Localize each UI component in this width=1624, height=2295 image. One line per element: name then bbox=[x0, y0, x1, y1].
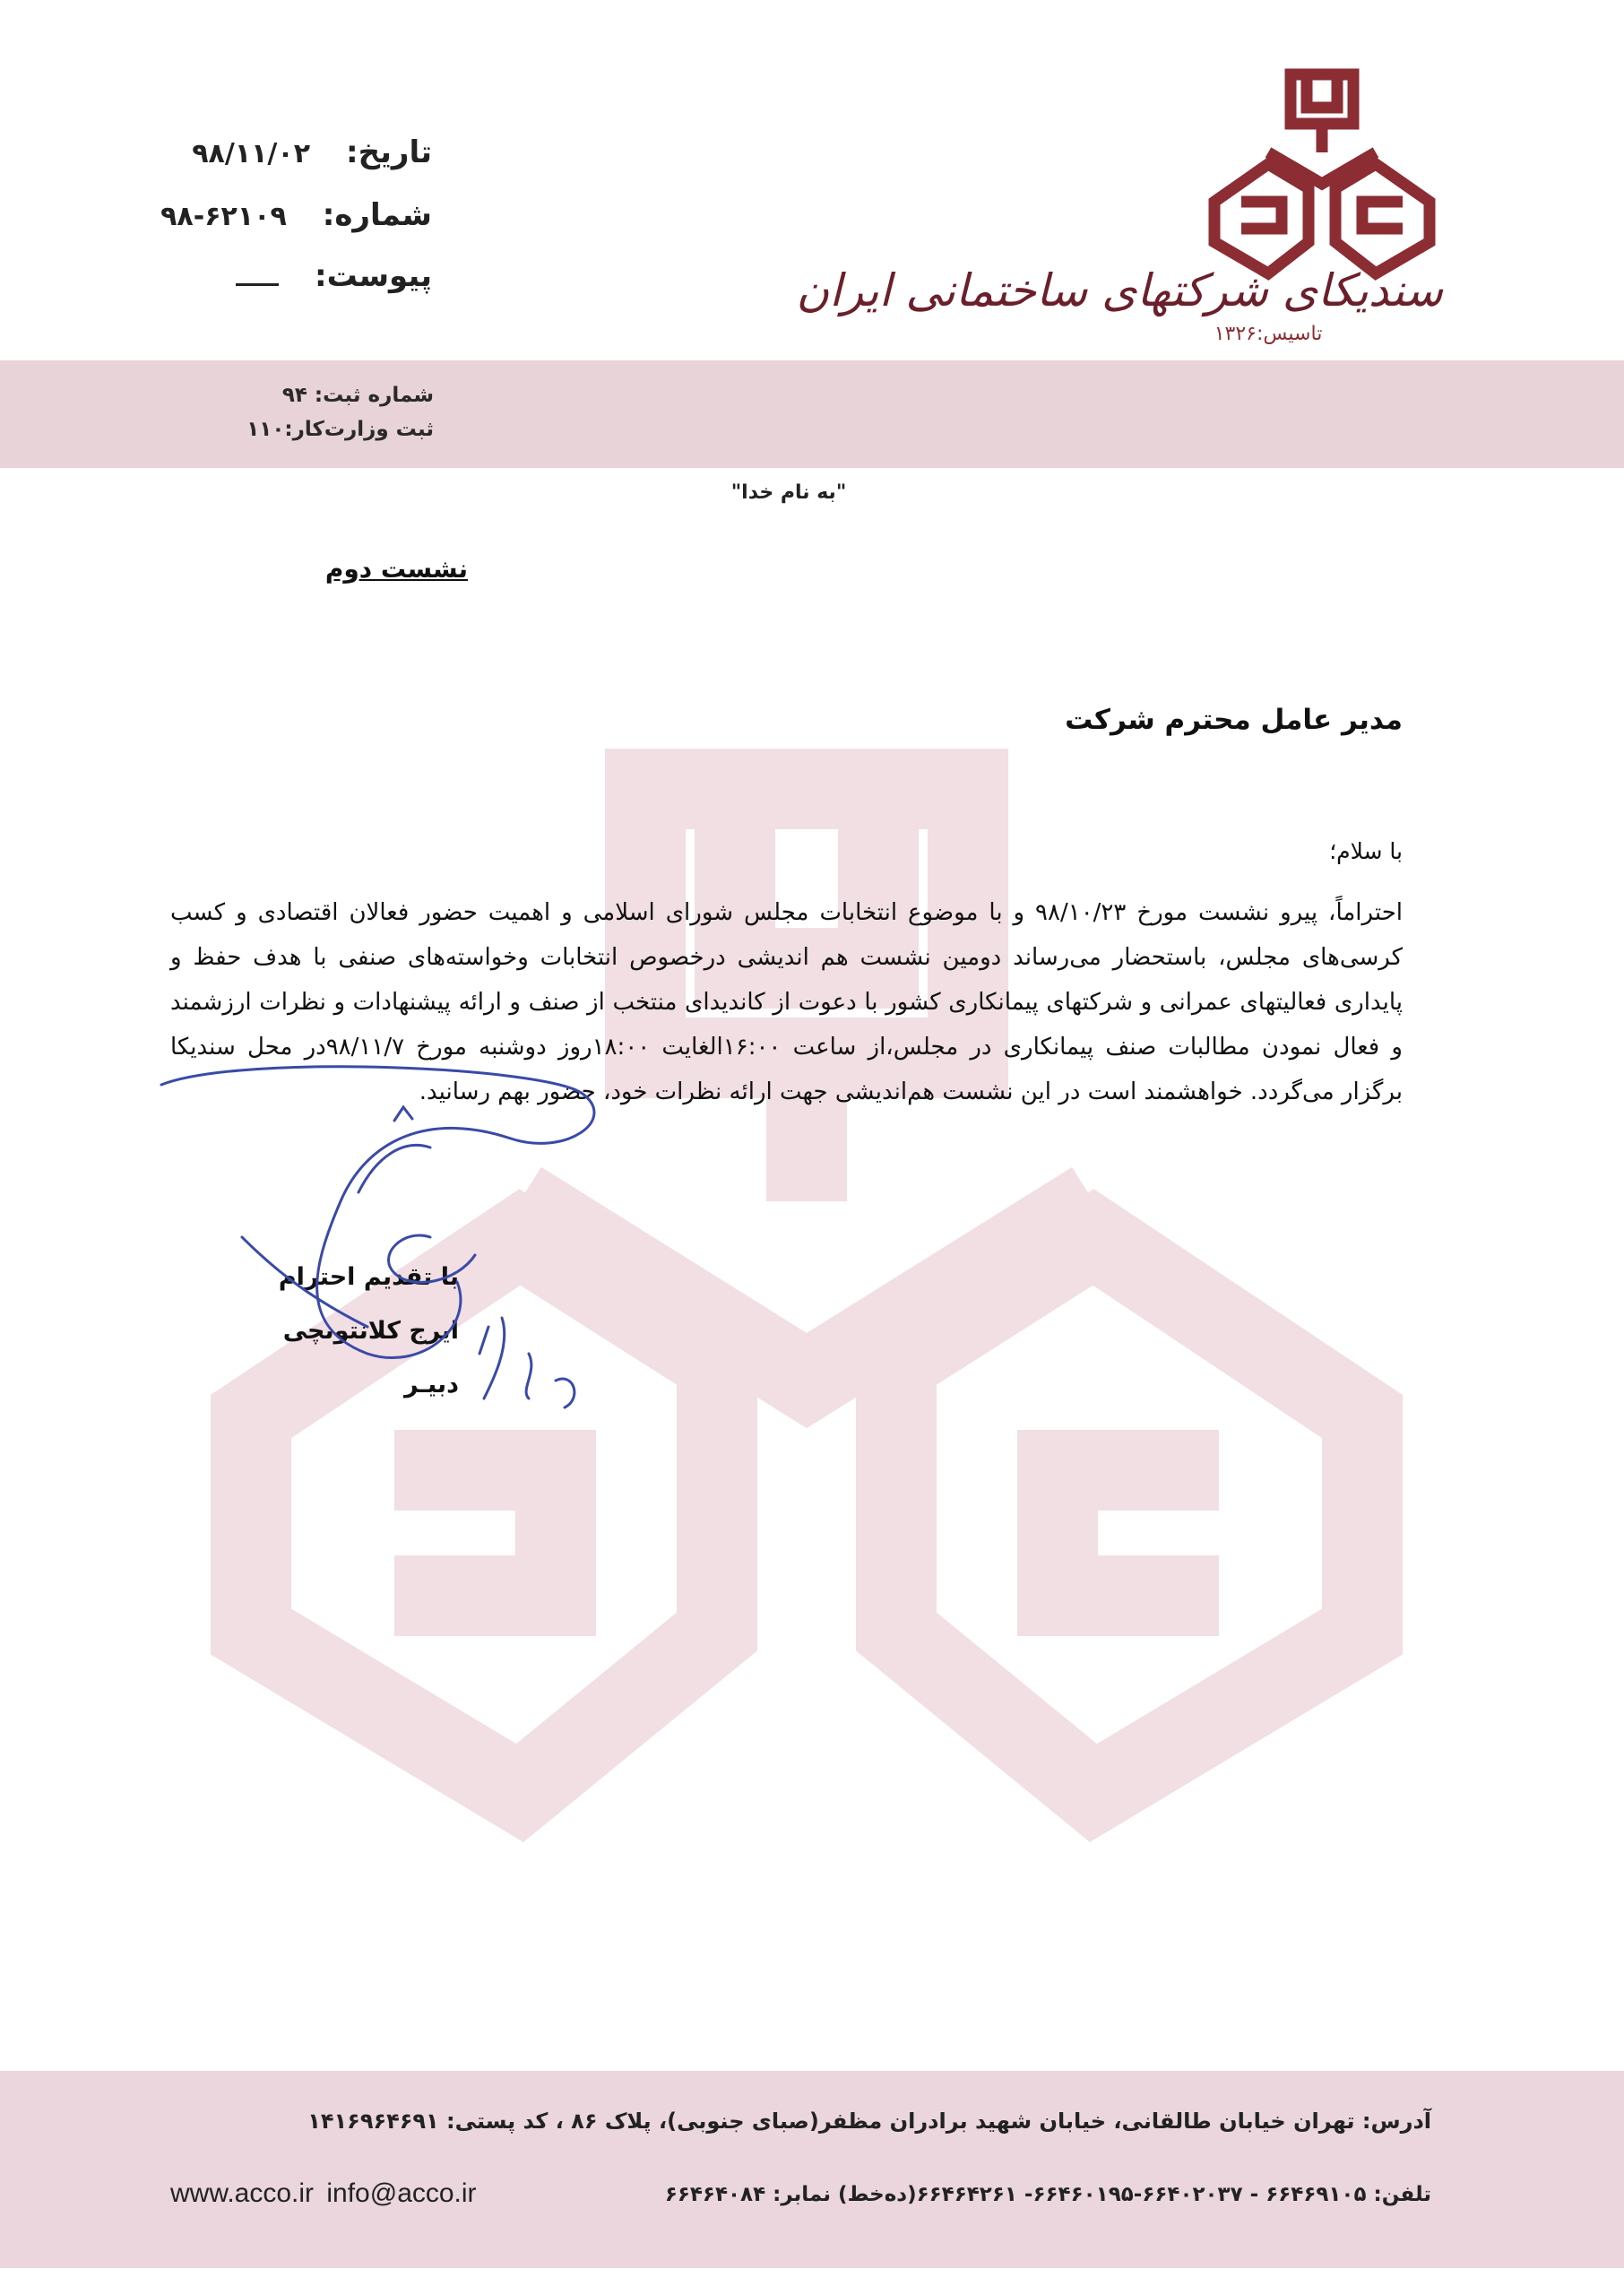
bismillah: "به نام خدا" bbox=[730, 481, 847, 504]
registration-number: شماره ثبت: ۹۴ bbox=[281, 384, 434, 407]
number-value: ۹۸-۶۲۱۰۹ bbox=[160, 201, 287, 232]
date-row bbox=[192, 134, 432, 170]
handwritten-signature bbox=[134, 1058, 636, 1452]
attachment-row bbox=[230, 258, 432, 294]
footer-band bbox=[0, 2071, 1624, 2268]
attachment-label: پیوست: bbox=[315, 258, 432, 294]
session-title: نشست دوم bbox=[324, 554, 468, 584]
date-value: ۹۸/۱۱/۰۲ bbox=[192, 138, 311, 169]
founded-year: تاسیس:۱۳۲۶ bbox=[1214, 323, 1323, 345]
registration-block bbox=[246, 378, 434, 446]
attachment-empty-line bbox=[236, 283, 279, 286]
ministry-registration: ثبت وزارت‌کار:۱۱۰ bbox=[246, 418, 434, 441]
signer-name: ایرج کلانتونچی bbox=[282, 1317, 459, 1345]
number-row bbox=[160, 197, 432, 233]
greeting: با سلام؛ bbox=[1329, 838, 1403, 864]
recipient: مدیر عامل محترم شرکت bbox=[1065, 704, 1403, 736]
closing-regards: با تقدیم احترام bbox=[278, 1263, 459, 1291]
signer-title: دبیـر bbox=[403, 1371, 459, 1399]
footer-address: آدرس: تهران خیابان طالقانی، خیابان شهید برادران مظفر(صبای جنوبی)، پلاک ۸۶ ، کد پستی: ۱۴۱۶۹۶۴۶۹۱ bbox=[307, 2109, 1431, 2134]
date-label: تاریخ: bbox=[346, 134, 432, 170]
header-band bbox=[0, 360, 1624, 468]
organization-name: سندیکای شرکتهای ساختمانی ایران bbox=[796, 264, 1443, 316]
letter-body: احتراماً، پیرو نشست مورخ ۹۸/۱۰/۲۳ و با موضوع انتخابات مجلس شورای اسلامی و اهمیت حضور فعالان اقتصادی و کسب کرسی‌های مجلس، باستحضار می‌رساند دومین نشست هم اندیشی درخصوص انتخابات وخواسته‌های صنفی با هدف حفظ و پایداری فعالیتهای عمرانی و شرکتهای پیمانکاری کشور با دعوت از کاندیدای منتخب از صنف و ارائه پیشنهادات و نظرات ارزشمند و فعال نمودن مطالبات صنف پیمانکاری در مجلس،از ساعت ۱۶:۰۰الغایت ۱۸:۰۰روز دوشنبه مورخ ۹۸/۱۱/۷در محل سندیکا برگزار می‌گردد. خواهشمند است در این نشست هم‌اندیشی جهت ارائه نظرات خود، حضور بهم رسانید. bbox=[170, 899, 1404, 1105]
footer-phones: تلفن: ۶۶۴۶۹۱۰۵ - ۶۶۴۰۲۰۳۷-۶۶۴۶۰۱۹۵- ۶۶۴۶۴۲۶۱(ده‌خط) نمابر: ۶۶۴۶۴۰۸۴ bbox=[664, 2183, 1431, 2206]
syndicate-logo-icon bbox=[1205, 67, 1438, 296]
number-label: شماره: bbox=[322, 197, 432, 233]
footer-web-email[interactable]: www.acco.ir info@acco.ir bbox=[170, 2178, 477, 2208]
